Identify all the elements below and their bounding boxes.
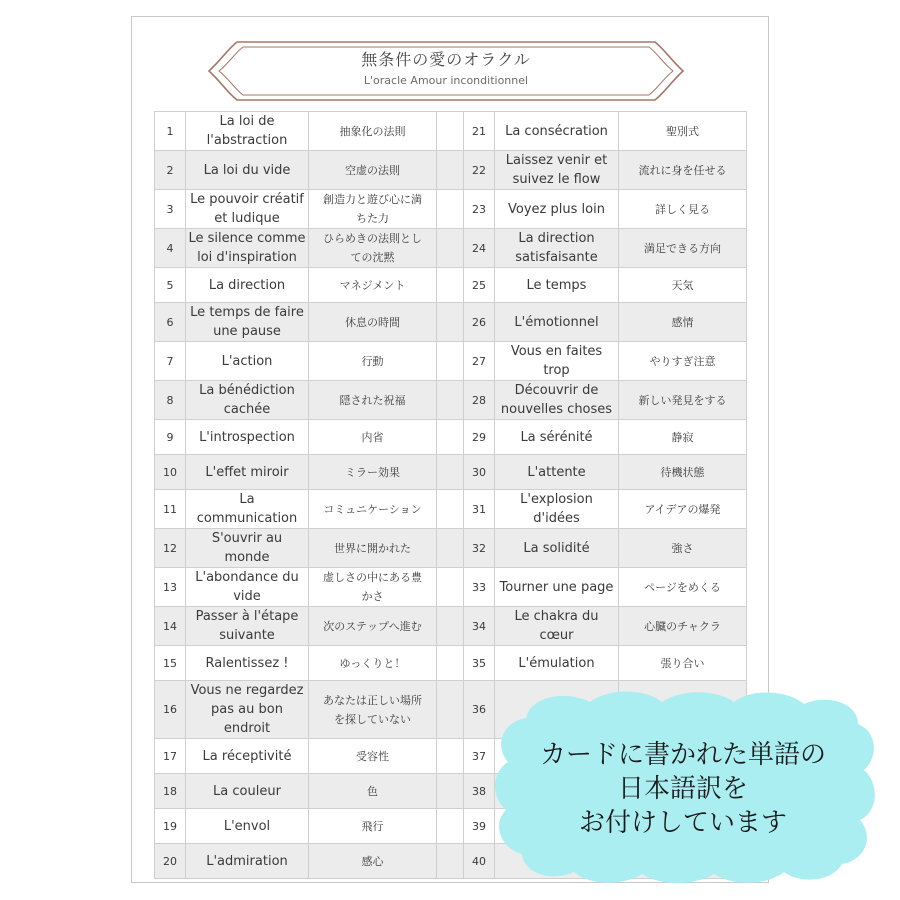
card-name-french: L'abondance du vide <box>186 568 309 607</box>
card-name-japanese: やりすぎ注意 <box>619 342 747 381</box>
note-line-1: カードに書かれた単語の <box>539 740 826 770</box>
table-row <box>155 529 747 568</box>
card-number: 19 <box>155 809 186 844</box>
column-spacer <box>437 844 464 879</box>
column-spacer <box>437 112 464 151</box>
column-spacer <box>437 268 464 303</box>
card-name-japanese: 天気 <box>619 268 747 303</box>
card-name-japanese: 詳しく見る <box>619 190 747 229</box>
card-name-french: La communication <box>186 490 309 529</box>
card-name-french: Le silence comme loi d'inspiration <box>186 229 309 268</box>
card-number: 40 <box>464 844 495 879</box>
card-name-japanese: 内省 <box>309 420 437 455</box>
card-name-japanese: 張り合い <box>619 646 747 681</box>
column-spacer <box>437 774 464 809</box>
title-frame <box>207 36 685 106</box>
note-line-3: お付けしています <box>578 808 787 838</box>
card-name-japanese: 待機状態 <box>619 455 747 490</box>
card-name-french: La loi du vide <box>186 151 309 190</box>
card-number: 10 <box>155 455 186 490</box>
table-row <box>155 303 747 342</box>
table-row <box>155 229 747 268</box>
card-name-french: L'action <box>186 342 309 381</box>
card-name-french: Ralentissez ! <box>186 646 309 681</box>
card-number: 24 <box>464 229 495 268</box>
card-number: 15 <box>155 646 186 681</box>
card-name-french: Le chakra du cœur <box>495 607 619 646</box>
card-name-french: L'émotionnel <box>495 303 619 342</box>
column-spacer <box>437 646 464 681</box>
card-name-french: Tourner une page <box>495 568 619 607</box>
table-row <box>155 568 747 607</box>
card-name-french: La couleur <box>186 774 309 809</box>
card-name-japanese: アイデアの爆発 <box>619 490 747 529</box>
column-spacer <box>437 303 464 342</box>
card-name-japanese: 創造力と遊び心に満 ちた力 <box>309 190 437 229</box>
card-name-french: La bénédiction cachée <box>186 381 309 420</box>
card-name-french: L'explosion d'idées <box>495 490 619 529</box>
card-name-french: L'envol <box>186 809 309 844</box>
card-name-french: Laissez venir et suivez le flow <box>495 151 619 190</box>
card-name-japanese: 飛行 <box>309 809 437 844</box>
table-row <box>155 490 747 529</box>
card-number: 34 <box>464 607 495 646</box>
table-row <box>155 420 747 455</box>
card-name-japanese: 色 <box>309 774 437 809</box>
card-name-french: Passer à l'étape suivante <box>186 607 309 646</box>
card-name-japanese: 新しい発見をする <box>619 381 747 420</box>
column-spacer <box>437 381 464 420</box>
card-number: 39 <box>464 809 495 844</box>
card-name-japanese: ゆっくりと！ <box>309 646 437 681</box>
column-spacer <box>437 607 464 646</box>
title-japanese: 無条件の愛のオラクル <box>361 50 531 69</box>
card-number: 26 <box>464 303 495 342</box>
card-number: 31 <box>464 490 495 529</box>
column-spacer <box>437 229 464 268</box>
card-number: 1 <box>155 112 186 151</box>
card-name-japanese: ページをめくる <box>619 568 747 607</box>
column-spacer <box>437 455 464 490</box>
card-name-japanese: コミュニケーション <box>309 490 437 529</box>
card-name-japanese: 心臓のチャクラ <box>619 607 747 646</box>
translation-note-cloud <box>486 688 880 888</box>
card-name-japanese: 聖別式 <box>619 112 747 151</box>
card-name-french: La consécration <box>495 112 619 151</box>
table-row <box>155 112 747 151</box>
card-name-japanese: 感心 <box>309 844 437 879</box>
card-number: 22 <box>464 151 495 190</box>
card-name-japanese: 流れに身を任せる <box>619 151 747 190</box>
card-number: 32 <box>464 529 495 568</box>
card-name-japanese: マネジメント <box>309 268 437 303</box>
card-number: 16 <box>155 681 186 739</box>
card-name-french: Vous en faites trop <box>495 342 619 381</box>
card-name-french: L'effet miroir <box>186 455 309 490</box>
card-name-japanese: 次のステップへ進む <box>309 607 437 646</box>
title-french: L'oracle Amour inconditionnel <box>363 74 529 87</box>
card-name-japanese: 静寂 <box>619 420 747 455</box>
card-name-japanese: ミラー効果 <box>309 455 437 490</box>
column-spacer <box>437 151 464 190</box>
card-name-french: Le temps de faire une pause <box>186 303 309 342</box>
card-name-french: Découvrir de nouvelles choses <box>495 381 619 420</box>
card-number: 2 <box>155 151 186 190</box>
card-number: 18 <box>155 774 186 809</box>
card-number: 9 <box>155 420 186 455</box>
card-number: 28 <box>464 381 495 420</box>
card-name-japanese: 世界に開かれた <box>309 529 437 568</box>
card-number: 3 <box>155 190 186 229</box>
card-number: 38 <box>464 774 495 809</box>
card-number: 17 <box>155 739 186 774</box>
table-row <box>155 342 747 381</box>
table-row <box>155 455 747 490</box>
card-name-french: Vous ne regardez pas au bon endroit <box>186 681 309 739</box>
card-number: 14 <box>155 607 186 646</box>
card-name-french: L'émulation <box>495 646 619 681</box>
card-name-japanese: 強さ <box>619 529 747 568</box>
card-name-french: La direction <box>186 268 309 303</box>
card-number: 11 <box>155 490 186 529</box>
card-name-french: Voyez plus loin <box>495 190 619 229</box>
card-number: 8 <box>155 381 186 420</box>
column-spacer <box>437 568 464 607</box>
card-name-french: La réceptivité <box>186 739 309 774</box>
table-row <box>155 646 747 681</box>
card-name-japanese: 抽象化の法則 <box>309 112 437 151</box>
card-number: 12 <box>155 529 186 568</box>
card-number: 7 <box>155 342 186 381</box>
column-spacer <box>437 342 464 381</box>
card-number: 36 <box>464 681 495 739</box>
card-number: 21 <box>464 112 495 151</box>
card-number: 25 <box>464 268 495 303</box>
column-spacer <box>437 420 464 455</box>
card-name-japanese: ひらめきの法則とし ての沈黙 <box>309 229 437 268</box>
column-spacer <box>437 809 464 844</box>
table-row <box>155 268 747 303</box>
column-spacer <box>437 490 464 529</box>
card-number: 30 <box>464 455 495 490</box>
card-number: 5 <box>155 268 186 303</box>
card-name-japanese: 空虚の法則 <box>309 151 437 190</box>
card-name-japanese: 満足できる方向 <box>619 229 747 268</box>
card-name-japanese: 虚しさの中にある豊 かさ <box>309 568 437 607</box>
card-name-french: La solidité <box>495 529 619 568</box>
card-name-japanese: 感情 <box>619 303 747 342</box>
card-number: 37 <box>464 739 495 774</box>
column-spacer <box>437 681 464 739</box>
card-name-japanese: 隠された祝福 <box>309 381 437 420</box>
card-number: 6 <box>155 303 186 342</box>
table-row <box>155 607 747 646</box>
card-name-french: L'attente <box>495 455 619 490</box>
card-name-japanese: あなたは正しい場所 を探していない <box>309 681 437 739</box>
table-row <box>155 190 747 229</box>
note-line-2: 日本語訳を <box>617 774 748 804</box>
card-name-japanese: 行動 <box>309 342 437 381</box>
card-name-french: S'ouvrir au monde <box>186 529 309 568</box>
column-spacer <box>437 190 464 229</box>
card-name-french: La direction satisfaisante <box>495 229 619 268</box>
card-number: 27 <box>464 342 495 381</box>
card-number: 35 <box>464 646 495 681</box>
card-number: 20 <box>155 844 186 879</box>
table-row <box>155 381 747 420</box>
table-row <box>155 151 747 190</box>
column-spacer <box>437 739 464 774</box>
card-number: 13 <box>155 568 186 607</box>
card-number: 4 <box>155 229 186 268</box>
card-name-japanese: 受容性 <box>309 739 437 774</box>
card-name-french: L'introspection <box>186 420 309 455</box>
column-spacer <box>437 529 464 568</box>
card-number: 29 <box>464 420 495 455</box>
card-name-french: L'admiration <box>186 844 309 879</box>
card-name-french: La loi de l'abstraction <box>186 112 309 151</box>
card-number: 23 <box>464 190 495 229</box>
card-name-french: Le temps <box>495 268 619 303</box>
card-name-french: La sérénité <box>495 420 619 455</box>
card-name-japanese: 休息の時間 <box>309 303 437 342</box>
card-name-french: Le pouvoir créatif et ludique <box>186 190 309 229</box>
card-number: 33 <box>464 568 495 607</box>
